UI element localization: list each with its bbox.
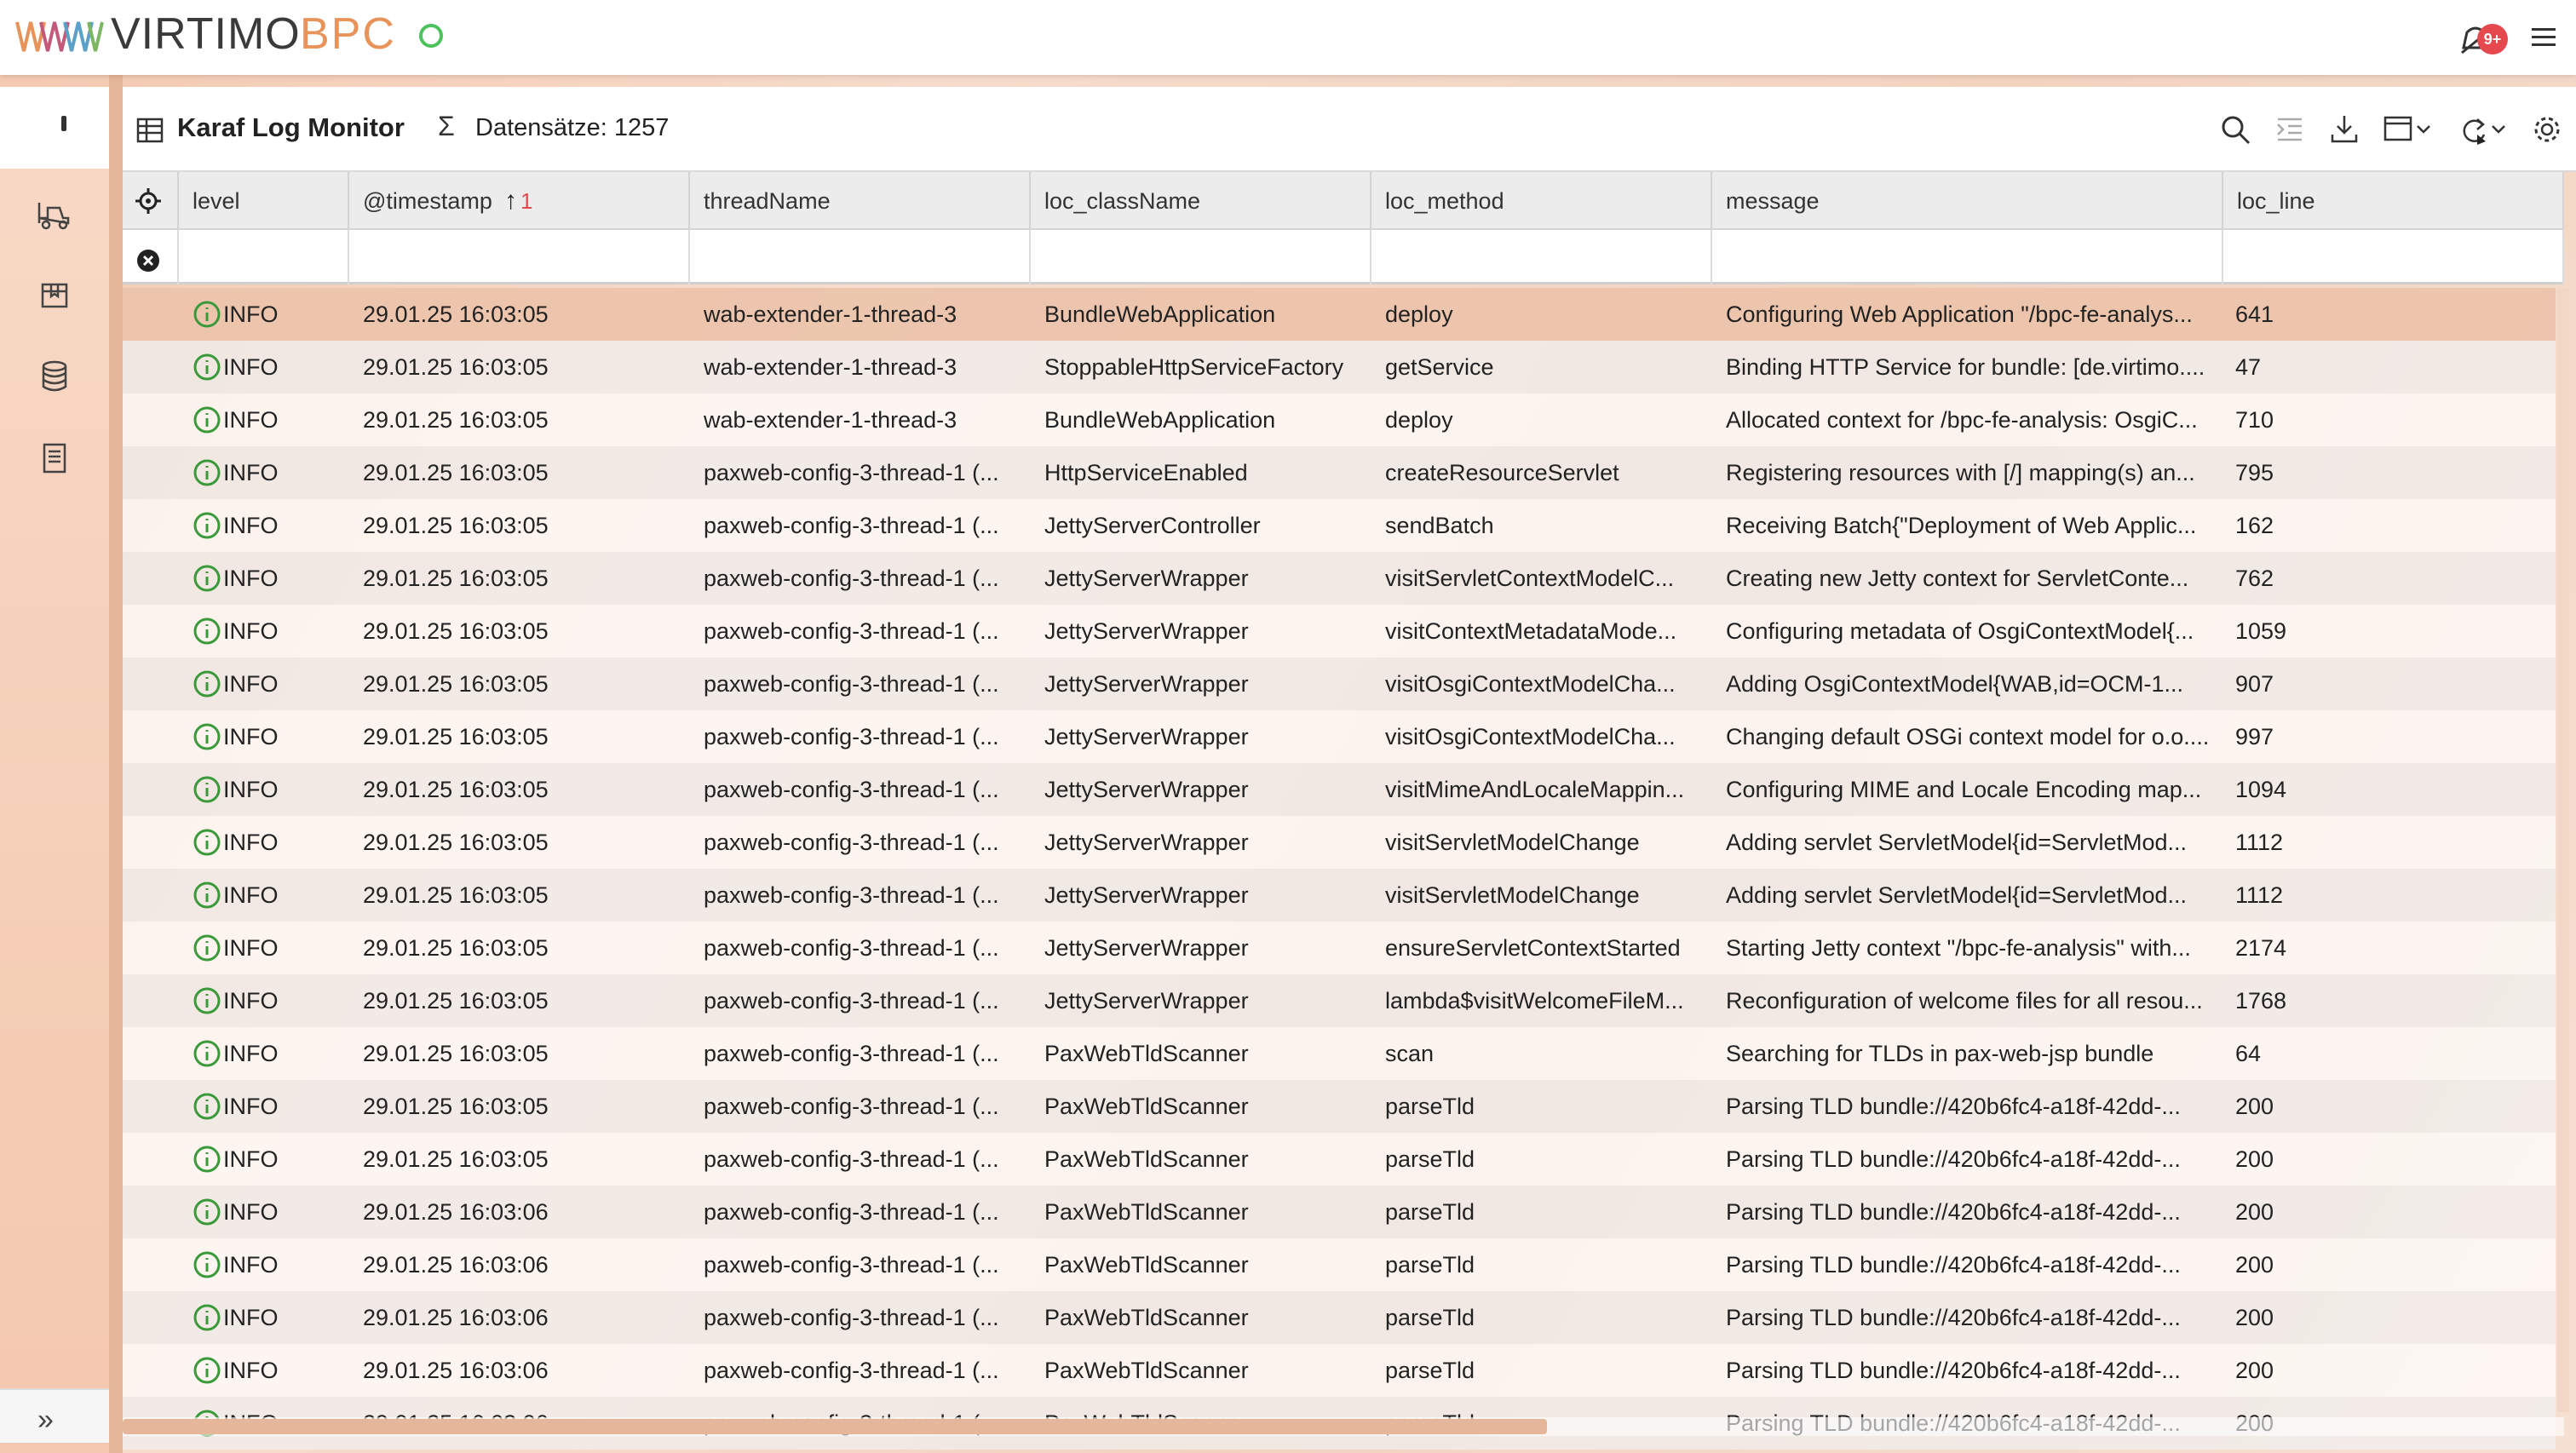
table-row[interactable] [123, 974, 2556, 1027]
cell-message: Adding servlet ServletModel{id=ServletMod... [1726, 882, 2188, 908]
cell-loc-classname: BundleWebApplication [1044, 407, 1276, 433]
cell-threadname: wab-extender-1-thread-3 [704, 407, 957, 433]
cell-loc-classname: JettyServerWrapper [1044, 935, 1249, 961]
cell-loc-method: parseTld [1385, 1199, 1475, 1225]
collapse-handle-icon[interactable] [61, 116, 66, 131]
column-label: loc_className [1044, 188, 1201, 214]
cell-loc-classname: PaxWebTldScanner [1044, 1358, 1249, 1383]
cell-level: INFO [223, 671, 279, 697]
info-level-icon [193, 353, 221, 382]
info-level-icon [193, 1092, 221, 1121]
refresh-dropdown-icon[interactable] [2457, 112, 2508, 146]
cell-loc-method: parseTld [1385, 1094, 1475, 1119]
cell-level: INFO [223, 777, 279, 802]
cell-loc-method: parseTld [1385, 1305, 1475, 1330]
cell-level: INFO [223, 724, 279, 749]
cell-timestamp: 29.01.25 16:03:06 [363, 1252, 549, 1278]
cell-loc-line: 162 [2235, 513, 2274, 538]
cell-loc-line: 200 [2235, 1358, 2274, 1383]
product-name: BPC [300, 9, 396, 59]
cell-loc-method: visitServletModelChange [1385, 882, 1640, 908]
cell-message: Parsing TLD bundle://420b6fc4-a18f-42dd-... [1726, 1358, 2181, 1383]
cell-loc-line: 200 [2235, 1199, 2274, 1225]
cell-level: INFO [223, 1041, 279, 1066]
cell-message: Configuring MIME and Locale Encoding map... [1726, 777, 2202, 802]
cell-loc-line: 907 [2235, 671, 2274, 697]
table-row[interactable] [123, 605, 2556, 658]
cell-loc-line: 1059 [2235, 618, 2287, 644]
filter-input-timestamp[interactable] [349, 230, 690, 284]
cell-loc-classname: BundleWebApplication [1044, 302, 1276, 327]
cell-level: INFO [223, 1358, 279, 1383]
table-row[interactable] [123, 658, 2556, 710]
cell-loc-classname: JettyServerWrapper [1044, 671, 1249, 697]
cell-threadname: wab-extender-1-thread-3 [704, 302, 957, 327]
cell-timestamp: 29.01.25 16:03:05 [363, 566, 549, 591]
download-icon[interactable] [2327, 112, 2361, 146]
table-row[interactable] [123, 393, 2556, 446]
column-header-message[interactable] [1712, 172, 2223, 230]
notification-badge[interactable]: 9+ [2477, 24, 2508, 55]
cell-level: INFO [223, 988, 279, 1014]
cell-timestamp: 29.01.25 16:03:05 [363, 882, 549, 908]
column-header-threadname[interactable] [690, 172, 1031, 230]
cell-message: Parsing TLD bundle://420b6fc4-a18f-42dd-... [1726, 1094, 2181, 1119]
info-level-icon [193, 617, 221, 646]
info-level-icon [193, 1303, 221, 1332]
grid-header-tools [123, 172, 179, 230]
cell-timestamp: 29.01.25 16:03:05 [363, 777, 549, 802]
cell-level: INFO [223, 302, 279, 327]
column-header-loc-method[interactable] [1371, 172, 1712, 230]
cell-threadname: paxweb-config-3-thread-1 (... [704, 830, 999, 855]
cell-loc-line: 200 [2235, 1305, 2274, 1330]
table-row[interactable] [123, 869, 2556, 922]
cell-message: Adding OsgiContextModel{WAB,id=OCM-1... [1726, 671, 2183, 697]
cell-loc-method: lambda$visitWelcomeFileM... [1385, 988, 1684, 1014]
column-label: threadName [704, 188, 831, 214]
sort-order-number: 1 [520, 188, 533, 214]
cell-message: Configuring metadata of OsgiContextModel{... [1726, 618, 2194, 644]
cell-loc-line: 795 [2235, 460, 2274, 485]
table-row[interactable] [123, 341, 2556, 393]
info-level-icon [193, 1356, 221, 1385]
top-bar [0, 0, 2576, 75]
cell-loc-classname: StoppableHttpServiceFactory [1044, 354, 1344, 380]
cell-threadname: paxweb-config-3-thread-1 (... [704, 671, 999, 697]
cell-threadname: paxweb-config-3-thread-1 (... [704, 460, 999, 485]
database-icon[interactable] [34, 356, 75, 397]
column-header-level[interactable] [179, 172, 349, 230]
table-row[interactable] [123, 1238, 2556, 1291]
cell-threadname: paxweb-config-3-thread-1 (... [704, 882, 999, 908]
cell-loc-line: 762 [2235, 566, 2274, 591]
cell-timestamp: 29.01.25 16:03:05 [363, 935, 549, 961]
column-label: loc_line [2237, 188, 2315, 214]
cell-timestamp: 29.01.25 16:03:05 [363, 724, 549, 749]
cell-level: INFO [223, 1252, 279, 1278]
cell-loc-classname: JettyServerWrapper [1044, 724, 1249, 749]
filter-input-loc-line[interactable] [2223, 230, 2564, 284]
filter-input-message[interactable] [1712, 230, 2223, 284]
cell-timestamp: 29.01.25 16:03:05 [363, 618, 549, 644]
forklift-icon[interactable] [34, 192, 75, 233]
cell-loc-line: 47 [2235, 354, 2262, 380]
info-level-icon [193, 986, 221, 1015]
cell-loc-method: getService [1385, 354, 1494, 380]
search-icon[interactable] [2218, 112, 2252, 146]
cell-threadname: paxweb-config-3-thread-1 (... [704, 988, 999, 1014]
cell-timestamp: 29.01.25 16:03:05 [363, 302, 549, 327]
cell-threadname: paxweb-config-3-thread-1 (... [704, 1094, 999, 1119]
side-navigation-footer [0, 1388, 109, 1443]
table-row[interactable] [123, 1133, 2556, 1186]
info-level-icon [193, 300, 221, 329]
table-row[interactable] [123, 1291, 2556, 1344]
table-row[interactable] [123, 710, 2556, 763]
table-row[interactable] [123, 1080, 2556, 1133]
log-book-icon[interactable] [34, 438, 75, 479]
cell-loc-line: 1112 [2235, 830, 2284, 855]
info-level-icon [193, 1250, 221, 1279]
cell-level: INFO [223, 460, 279, 485]
info-level-icon [193, 722, 221, 751]
cell-loc-method: parseTld [1385, 1146, 1475, 1172]
info-level-icon [193, 669, 221, 698]
column-label: message [1726, 188, 1820, 214]
cell-loc-line: 200 [2235, 1094, 2274, 1119]
cell-loc-classname: PaxWebTldScanner [1044, 1146, 1249, 1172]
cell-threadname: paxweb-config-3-thread-1 (... [704, 1358, 999, 1383]
cell-loc-line: 1112 [2235, 882, 2284, 908]
cell-message: Parsing TLD bundle://420b6fc4-a18f-42dd-... [1726, 1305, 2181, 1330]
cell-timestamp: 29.01.25 16:03:05 [363, 671, 549, 697]
info-level-icon [193, 405, 221, 434]
cell-loc-line: 2174 [2235, 935, 2287, 961]
cell-threadname: paxweb-config-3-thread-1 (... [704, 618, 999, 644]
table-row[interactable] [123, 1344, 2556, 1397]
cell-threadname: paxweb-config-3-thread-1 (... [704, 1305, 999, 1330]
info-level-icon [193, 1039, 221, 1068]
cell-level: INFO [223, 407, 279, 433]
cell-loc-classname: PaxWebTldScanner [1044, 1041, 1249, 1066]
cell-level: INFO [223, 830, 279, 855]
filter-input-loc-method[interactable] [1371, 230, 1712, 284]
table-row[interactable] [123, 1027, 2556, 1080]
cell-threadname: paxweb-config-3-thread-1 (... [704, 1199, 999, 1225]
column-label: level [193, 188, 240, 214]
info-level-icon [193, 881, 221, 910]
cell-timestamp: 29.01.25 16:03:05 [363, 407, 549, 433]
cell-loc-classname: PaxWebTldScanner [1044, 1094, 1249, 1119]
info-level-icon [193, 511, 221, 540]
cell-level: INFO [223, 566, 279, 591]
record-count: Datensätze: 1257 [475, 114, 670, 141]
cell-level: INFO [223, 1305, 279, 1330]
cell-loc-method: deploy [1385, 407, 1453, 433]
info-level-icon [193, 828, 221, 857]
cell-loc-line: 641 [2235, 302, 2274, 327]
cell-threadname: wab-extender-1-thread-3 [704, 354, 957, 380]
cell-loc-method: visitServletModelChange [1385, 830, 1640, 855]
brand-name: VIRTIMO [111, 9, 301, 59]
cell-threadname: paxweb-config-3-thread-1 (... [704, 1041, 999, 1066]
table-row[interactable] [123, 1186, 2556, 1238]
cell-threadname: paxweb-config-3-thread-1 (... [704, 566, 999, 591]
filter-input-threadname[interactable] [690, 230, 1031, 284]
hamburger-menu-icon[interactable] [2528, 22, 2559, 53]
cell-loc-line: 64 [2235, 1041, 2262, 1066]
cell-message: Parsing TLD bundle://420b6fc4-a18f-42dd-... [1726, 1146, 2181, 1172]
cell-level: INFO [223, 935, 279, 961]
table-row[interactable] [123, 288, 2556, 341]
cell-message: Configuring Web Application "/bpc-fe-analys... [1726, 302, 2193, 327]
settings-gear-icon[interactable] [2530, 112, 2564, 146]
cell-loc-classname: JettyServerWrapper [1044, 618, 1249, 644]
cell-loc-classname: PaxWebTldScanner [1044, 1305, 1249, 1330]
virtimo-logo-icon [15, 15, 109, 58]
table-row[interactable] [123, 552, 2556, 605]
cell-threadname: paxweb-config-3-thread-1 (... [704, 1146, 999, 1172]
cell-threadname: paxweb-config-3-thread-1 (... [704, 935, 999, 961]
cell-loc-method: parseTld [1385, 1252, 1475, 1278]
cell-loc-line: 1094 [2235, 777, 2287, 802]
cell-loc-line: 200 [2235, 1252, 2274, 1278]
table-icon [136, 118, 164, 143]
cell-loc-method: visitMimeAndLocaleMappin... [1385, 777, 1685, 802]
table-row[interactable] [123, 763, 2556, 816]
cell-threadname: paxweb-config-3-thread-1 (... [704, 724, 999, 749]
info-level-icon [193, 458, 221, 487]
filter-input-loc-classname[interactable] [1031, 230, 1371, 284]
window-dropdown-icon[interactable] [2382, 112, 2433, 146]
cell-loc-classname: JettyServerWrapper [1044, 882, 1249, 908]
info-level-icon [193, 775, 221, 804]
cell-level: INFO [223, 1094, 279, 1119]
cell-loc-method: deploy [1385, 302, 1453, 327]
cell-message: Searching for TLDs in pax-web-jsp bundle [1726, 1041, 2154, 1066]
cell-timestamp: 29.01.25 16:03:06 [363, 1305, 549, 1330]
table-row[interactable] [123, 922, 2556, 974]
cell-level: INFO [223, 1146, 279, 1172]
cell-message: Binding HTTP Service for bundle: [de.virtimo.... [1726, 354, 2205, 380]
cell-timestamp: 29.01.25 16:03:05 [363, 1146, 549, 1172]
cell-loc-classname: JettyServerWrapper [1044, 777, 1249, 802]
cell-level: INFO [223, 618, 279, 644]
indent-icon[interactable] [2273, 112, 2307, 146]
expand-sidebar-button[interactable]: » [37, 1404, 54, 1436]
cell-message: Creating new Jetty context for ServletConte... [1726, 566, 2189, 591]
cell-timestamp: 29.01.25 16:03:06 [363, 1199, 549, 1225]
vertical-scrollbar[interactable] [2557, 288, 2569, 1412]
cell-timestamp: 29.01.25 16:03:05 [363, 460, 549, 485]
cell-loc-classname: PaxWebTldScanner [1044, 1199, 1249, 1225]
cell-level: INFO [223, 882, 279, 908]
cell-timestamp: 29.01.25 16:03:05 [363, 1041, 549, 1066]
column-label: @timestamp [363, 188, 492, 214]
cell-message: Parsing TLD bundle://420b6fc4-a18f-42dd-... [1726, 1199, 2181, 1225]
info-level-icon [193, 1145, 221, 1174]
cell-threadname: paxweb-config-3-thread-1 (... [704, 513, 999, 538]
cell-timestamp: 29.01.25 16:03:05 [363, 988, 549, 1014]
cell-message: Changing default OSGi context model for o.o.... [1726, 724, 2210, 749]
cell-loc-classname: HttpServiceEnabled [1044, 460, 1248, 485]
cell-timestamp: 29.01.25 16:03:05 [363, 354, 549, 380]
cell-loc-method: createResourceServlet [1385, 460, 1619, 485]
cell-loc-classname: JettyServerWrapper [1044, 830, 1249, 855]
info-level-icon [193, 564, 221, 593]
column-header-loc-line[interactable] [2223, 172, 2564, 230]
cell-level: INFO [223, 513, 279, 538]
table-row[interactable] [123, 816, 2556, 869]
cell-loc-line: 997 [2235, 724, 2274, 749]
table-row[interactable] [123, 499, 2556, 552]
cell-message: Allocated context for /bpc-fe-analysis: OsgiC... [1726, 407, 2198, 433]
cell-message: Registering resources with [/] mapping(s) an... [1726, 460, 2195, 485]
cell-loc-classname: JettyServerController [1044, 513, 1261, 538]
sort-ascending-icon: ↑ [503, 187, 517, 215]
cell-loc-method: sendBatch [1385, 513, 1494, 538]
cell-loc-method: visitContextMetadataMode... [1385, 618, 1677, 644]
column-header-loc-classname[interactable] [1031, 172, 1371, 230]
page-title: Karaf Log Monitor [177, 112, 405, 142]
horizontal-scrollbar-thumb[interactable] [123, 1419, 1547, 1434]
cell-timestamp: 29.01.25 16:03:05 [363, 830, 549, 855]
cell-timestamp: 29.01.25 16:03:06 [363, 1358, 549, 1383]
column-header-timestamp[interactable] [349, 172, 690, 230]
sidebar-divider[interactable] [109, 75, 123, 1453]
info-level-icon [193, 933, 221, 962]
cell-loc-line: 1768 [2235, 988, 2287, 1014]
cell-timestamp: 29.01.25 16:03:05 [363, 513, 549, 538]
cell-loc-line: 200 [2235, 1146, 2274, 1172]
table-row[interactable] [123, 446, 2556, 499]
cell-message: Receiving Batch{"Deployment of Web Applic... [1726, 513, 2197, 538]
cell-loc-method: visitServletContextModelC... [1385, 566, 1675, 591]
log-table-body [123, 288, 2556, 1416]
cell-level: INFO [223, 354, 279, 380]
cell-message: Reconfiguration of welcome files for all resou... [1726, 988, 2203, 1014]
cell-loc-method: visitOsgiContextModelCha... [1385, 671, 1676, 697]
side-navigation-header [0, 87, 109, 169]
cell-loc-classname: PaxWebTldScanner [1044, 1252, 1249, 1278]
cell-loc-method: parseTld [1385, 1358, 1475, 1383]
cell-threadname: paxweb-config-3-thread-1 (... [704, 1252, 999, 1278]
column-label: loc_method [1385, 188, 1504, 214]
filter-input-level[interactable] [179, 230, 349, 284]
cell-loc-classname: JettyServerWrapper [1044, 566, 1249, 591]
sum-icon: Σ [438, 111, 455, 141]
cell-message: Starting Jetty context "/bpc-fe-analysis" with... [1726, 935, 2191, 961]
cell-loc-classname: JettyServerWrapper [1044, 988, 1249, 1014]
cell-message: Adding servlet ServletModel{id=ServletMod... [1726, 830, 2188, 855]
filter-cell-tools [123, 230, 179, 284]
cell-loc-method: ensureServletContextStarted [1385, 935, 1681, 961]
cell-loc-method: scan [1385, 1041, 1435, 1066]
cell-level: INFO [223, 1199, 279, 1225]
cell-loc-method: visitOsgiContextModelCha... [1385, 724, 1676, 749]
cell-loc-line: 710 [2235, 407, 2274, 433]
info-level-icon [193, 1197, 221, 1226]
cell-threadname: paxweb-config-3-thread-1 (... [704, 777, 999, 802]
cell-timestamp: 29.01.25 16:03:05 [363, 1094, 549, 1119]
package-icon[interactable] [34, 274, 75, 315]
cell-message: Parsing TLD bundle://420b6fc4-a18f-42dd-... [1726, 1252, 2181, 1278]
connection-status-icon[interactable] [419, 24, 443, 48]
